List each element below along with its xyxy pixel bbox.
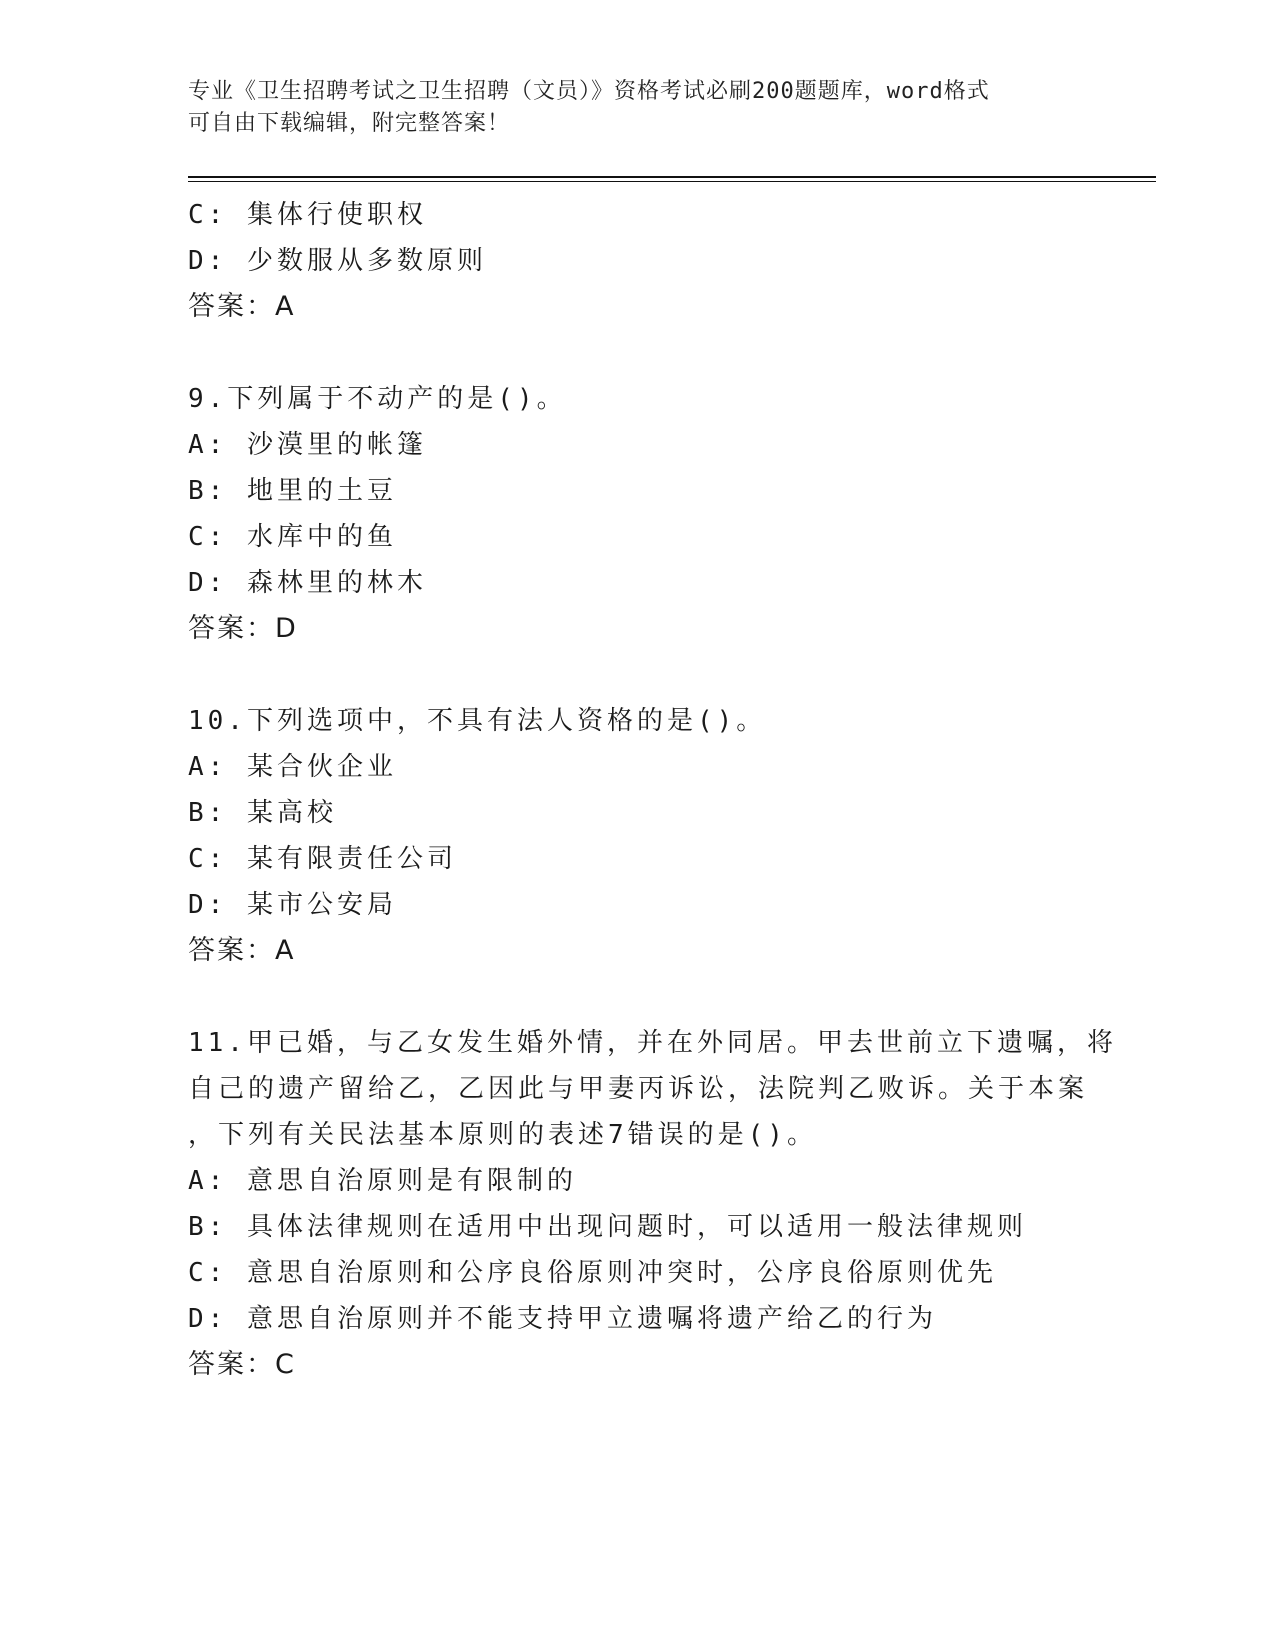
header-line-2: 可自由下载编辑，附完整答案！ — [188, 111, 511, 136]
question-list — [188, 192, 1148, 1388]
header-line-1: 专业《卫生招聘考试之卫生招聘（文员）》资格考试必刷200题题库，word格式 — [188, 79, 990, 104]
spacer — [188, 330, 1148, 376]
header-divider — [188, 176, 1156, 182]
option-d: D: 某市公安局 — [188, 890, 397, 920]
question-block — [188, 1020, 1148, 1388]
option-a: A: 沙漠里的帐篷 — [188, 430, 427, 460]
spacer — [188, 652, 1148, 698]
option-c: C: 意思自治原则和公序良俗原则冲突时，公序良俗原则优先 — [188, 1258, 997, 1288]
question-block — [188, 698, 1148, 974]
option-c: C: 水库中的鱼 — [188, 522, 397, 552]
option-a: A: 意思自治原则是有限制的 — [188, 1166, 577, 1196]
question-stem-line-2: 自己的遗产留给乙，乙因此与甲妻丙诉讼，法院判乙败诉。关于本案 — [188, 1074, 1089, 1104]
question-stem: 9.下列属于不动产的是()。 — [188, 384, 567, 414]
question-block — [188, 192, 1148, 330]
answer: 答案：A — [188, 291, 296, 322]
question-stem-line-1: 11.甲已婚，与乙女发生婚外情，并在外同居。甲去世前立下遗嘱，将 — [188, 1028, 1117, 1058]
question-stem: 10.下列选项中，不具有法人资格的是()。 — [188, 706, 767, 736]
question-stem-line-3: ，下列有关民法基本原则的表述7错误的是()。 — [188, 1120, 817, 1150]
option-b: B: 具体法律规则在适用中出现问题时，可以适用一般法律规则 — [188, 1212, 1027, 1242]
answer: 答案：D — [188, 613, 298, 644]
option-c: C: 集体行使职权 — [188, 200, 427, 230]
option-b: B: 某高校 — [188, 798, 337, 828]
option-a: A: 某合伙企业 — [188, 752, 397, 782]
spacer — [188, 974, 1148, 1020]
question-block — [188, 376, 1148, 652]
option-d: D: 森林里的林木 — [188, 568, 427, 598]
answer: 答案：C — [188, 1349, 296, 1380]
option-b: B: 地里的土豆 — [188, 476, 397, 506]
option-c: C: 某有限责任公司 — [188, 844, 457, 874]
document-header — [188, 76, 1088, 140]
option-d: D: 意思自治原则并不能支持甲立遗嘱将遗产给乙的行为 — [188, 1304, 937, 1334]
option-d: D: 少数服从多数原则 — [188, 246, 487, 276]
answer: 答案：A — [188, 935, 296, 966]
